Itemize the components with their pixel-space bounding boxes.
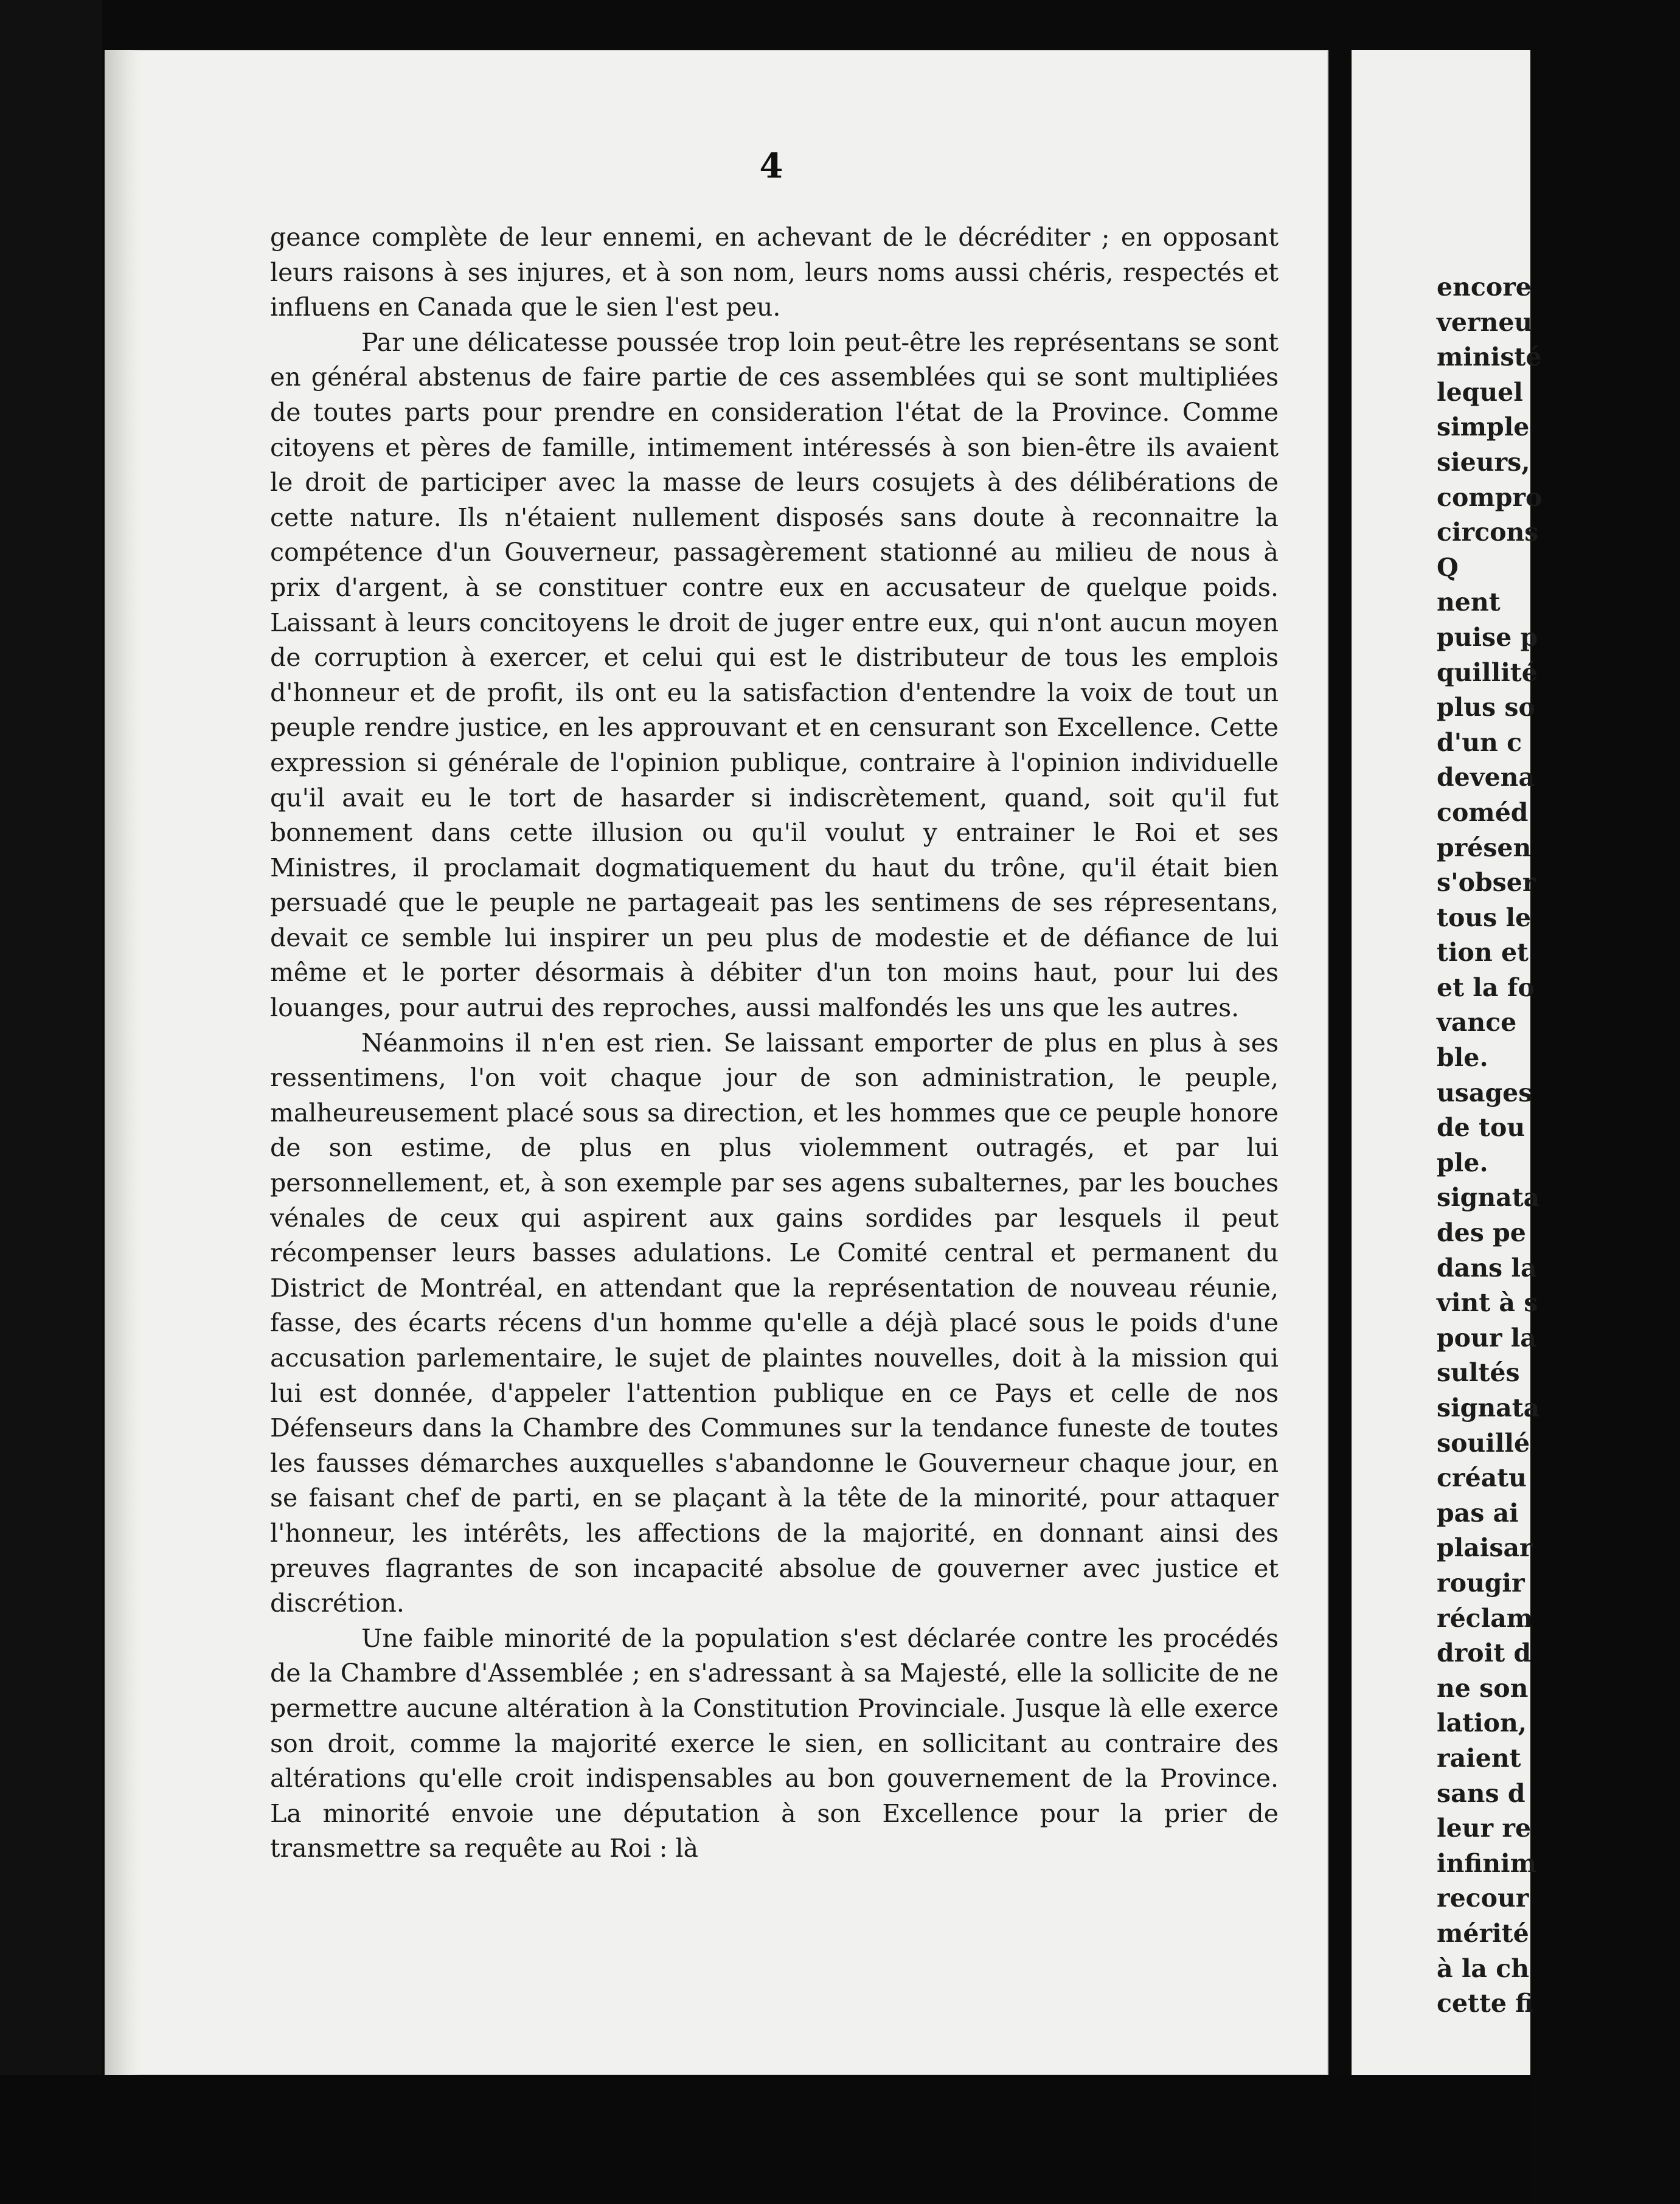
facing-page-line: ble.	[1437, 1043, 1488, 1073]
scan-bottom-border	[0, 2075, 1530, 2204]
facing-page-line: nent	[1437, 587, 1501, 617]
facing-page-line: présen	[1437, 833, 1532, 862]
facing-page	[1352, 50, 1543, 2075]
facing-page-line: usages	[1437, 1078, 1533, 1107]
facing-page-line: souillé	[1437, 1428, 1530, 1458]
facing-page-line: devena	[1437, 763, 1535, 792]
facing-page-line: signata	[1437, 1183, 1540, 1213]
facing-page-line: tion et	[1437, 938, 1529, 968]
page-fold-shadow	[105, 50, 141, 2075]
facing-page-line: recour	[1437, 1883, 1529, 1913]
facing-page-line: de tou	[1437, 1113, 1526, 1143]
facing-page-line: verneu	[1437, 307, 1533, 337]
facing-page-line: des pe	[1437, 1218, 1526, 1248]
facing-page-line: compro	[1437, 482, 1543, 512]
facing-page-line: signata	[1437, 1393, 1540, 1423]
facing-page-line: plus so	[1437, 693, 1535, 723]
facing-page-line: d'un c	[1437, 727, 1522, 757]
facing-page-line: Q	[1437, 552, 1459, 582]
facing-page-line: sieurs,	[1437, 447, 1530, 477]
paragraph-4: Une faible minorité de la population s'est déclarée contre les procédés de la Chambre d'Assemblée ; en s'adressant à sa Majesté, elle la sollicite de ne permettre aucune altération à la Constitution Provinciale. Jusque là elle exerce son droit, comme la majorité exerce le sien, en sollicitant au contraire des altérations qu'elle croit indispensables au bon gouvernement de la Province. La minorité envoie une députation à son Excellence pour la prier de transmettre sa requête au Roi : là	[270, 1623, 1279, 1863]
facing-page-line: s'obser	[1437, 868, 1536, 898]
facing-page-line: raient	[1437, 1743, 1521, 1773]
paragraph-1: geance complète de leur ennemi, en achevant de le décréditer ; en opposant leurs raisons à ses injures, et à son nom, leurs noms aussi chéris, respectés et influens en Canada que le sien l'est peu.	[270, 223, 1279, 322]
main-text-block	[270, 220, 1279, 1866]
facing-page-line: rougir	[1437, 1568, 1525, 1598]
paragraph-3: Néanmoins il n'en est rien. Se laissant emporter de plus en plus à ses ressentimens, l'on voit chaque jour de son administration, le peuple, malheureusement placé sous sa direction, et les hommes que ce peuple honore de son estime, de plus en plus violemment outragés, et par lui personnellement, et, à son exemple par ses agens subalternes, par les bouches vénales de ceux qui aspirent aux gains sordides par lesquels il peut récompenser leurs basses adulations. Le Comité central et permanent du District de Montréal, en attendant que la représentation de nouveau réunie, fasse, des écarts récens d'un homme qu'elle a déjà placé sous le poids d'une accusation parlementaire, le sujet de plaintes nouvelles, doit à la mission qui lui est donnée, d'appeler l'attention publique en ce Pays et celle de nos Défenseurs dans la Chambre des Communes sur la tendance funeste de toutes les fausses démarches auxquelles s'abandonne le Gouverneur chaque jour, en se faisant chef de parti, en se plaçant à la tête de la minorité, pour attaquer l'honneur, les intérêts, les affections de la majorité, en donnant ainsi des preuves flagrantes de son incapacité absolue de gouverner avec justice et discrétion.	[270, 1028, 1279, 1618]
facing-page-line: circons	[1437, 518, 1539, 547]
facing-page-line: vint à s	[1437, 1288, 1538, 1318]
facing-page-line: leur re	[1437, 1814, 1532, 1843]
facing-page-line: infinim	[1437, 1848, 1536, 1878]
facing-page-line: vance	[1437, 1008, 1517, 1038]
facing-page-line: créatu	[1437, 1463, 1527, 1493]
facing-page-line: réclam	[1437, 1603, 1533, 1633]
facing-page-line: pour la	[1437, 1323, 1536, 1353]
facing-page-line: droit d	[1437, 1638, 1532, 1668]
facing-page-line: lequel	[1437, 377, 1523, 407]
facing-page-text	[1437, 270, 1680, 2022]
facing-page-line: ministé	[1437, 342, 1542, 372]
facing-page-line: puise p	[1437, 622, 1538, 652]
facing-page-line: pas ai	[1437, 1498, 1519, 1528]
page-number: 4	[759, 146, 783, 186]
facing-page-line: lation,	[1437, 1708, 1527, 1738]
facing-page-line: coméd	[1437, 797, 1529, 827]
facing-page-line: ne son	[1437, 1673, 1529, 1703]
facing-page-line: mérité	[1437, 1918, 1529, 1948]
facing-page-line: sultés	[1437, 1358, 1520, 1388]
facing-page-line: à la ch	[1437, 1953, 1530, 1983]
facing-page-line: et la fo	[1437, 972, 1535, 1002]
facing-page-line: dans la	[1437, 1253, 1537, 1283]
facing-page-line: ple.	[1437, 1148, 1488, 1177]
facing-page-line: quillité	[1437, 657, 1538, 687]
facing-page-line: tous le	[1437, 903, 1532, 932]
facing-page-line: plaisar	[1437, 1533, 1533, 1563]
paragraph-2: Par une délicatesse poussée trop loin peut-être les représentans se sont en général abstenus de faire partie de ces assemblées qui se sont multipliées de toutes parts pour prendre en consideration l'état de la Province. Comme citoyens et pères de famille, intimement intéressés à son bien-être ils avaient le droit de participer avec la masse de leurs cosujets à des délibérations de cette nature. Ils n'étaient nullement disposés sans doute à reconnaitre la compétence d'un Gouverneur, passagèrement stationné au milieu de nous à prix d'argent, à se constituer contre eux en accusateur de quelque poids. Laissant à leurs concitoyens le droit de juger entre eux, qui n'ont aucun moyen de corruption à exercer, et celui qui est le distributeur de tous les emplois d'honneur et de profit, ils ont eu la satisfaction d'entendre la voix de tout un peuple rendre justice, en les approuvant et en censurant son Excellence. Cette expression si générale de l'opinion publique, contraire à l'opinion individuelle qu'il avait eu le tort de hasarder si indiscrètement, quand, soit qu'il fut bonnement dans cette illusion ou qu'il voulut y entrainer le Roi et ses Ministres, il proclamait dogmatiquement du haut du trône, qu'il était bien persuadé que le peuple ne partageait pas les sentimens de ses répresentans, devait ce semble lui inspirer un peu plus de modestie et de défiance de lui même et le porter désormais à débiter d'un ton moins haut, pour lui des louanges, pour autrui des reproches, aussi malfondés les uns que les autres.	[270, 327, 1279, 1023]
facing-page-line: sans d	[1437, 1778, 1526, 1808]
facing-page-line: encore	[1437, 272, 1532, 302]
scan-left-border	[0, 0, 102, 2204]
facing-page-line: cette fi	[1437, 1989, 1534, 2019]
facing-page-line: simple	[1437, 412, 1530, 442]
